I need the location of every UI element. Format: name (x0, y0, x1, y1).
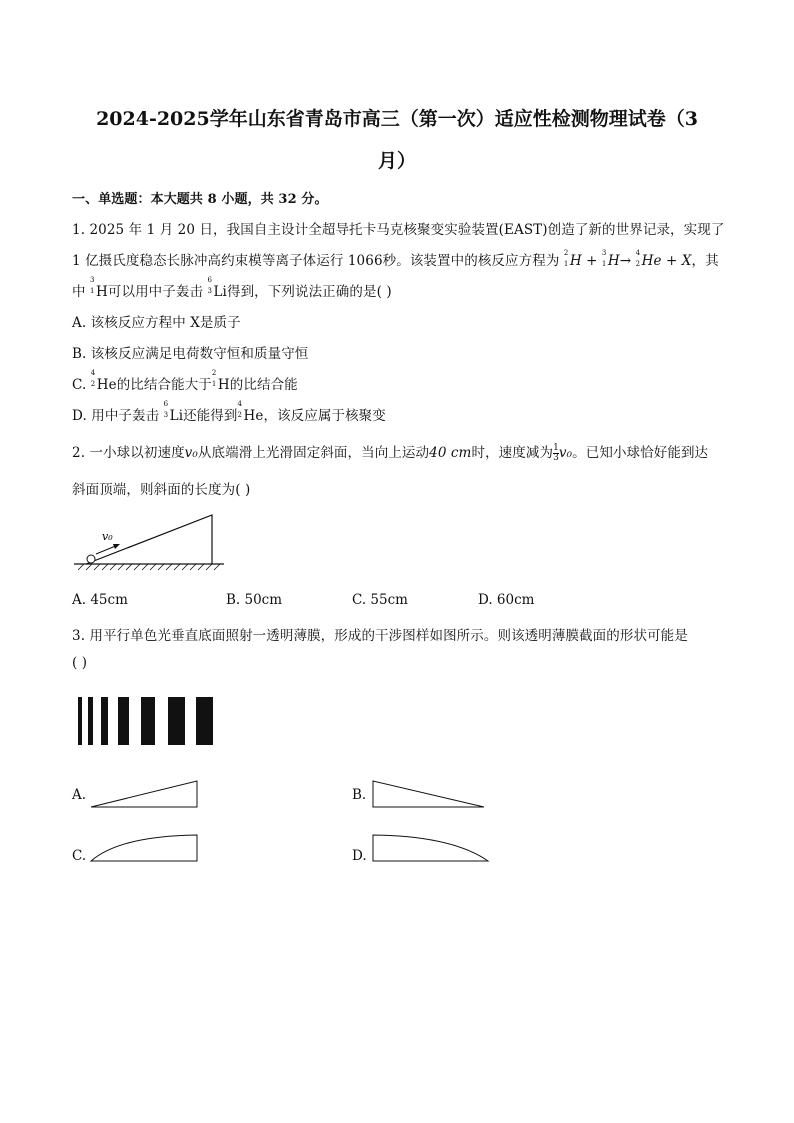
q3-option-c-shape[interactable] (90, 834, 200, 864)
q2-option-b[interactable]: B. 50cm (226, 592, 283, 608)
arrow-head (113, 544, 120, 549)
q3-line2: ( ) (72, 655, 88, 671)
incline-figure (74, 510, 234, 576)
interference-pattern (78, 697, 214, 745)
q1-option-d[interactable]: D. 用中子轰击 6 3 Li还能得到 4 2 He，该反应属于核聚变 (72, 400, 386, 424)
q1-line3: 中 3 1 H可以用中子轰击 6 3 Li得到，下列说法正确的是( ) (72, 276, 392, 300)
q2-option-c[interactable]: C. 55cm (352, 592, 408, 608)
q3-option-d-shape[interactable] (372, 834, 492, 864)
ground-hatching (78, 564, 220, 570)
isotope-h3: 3 1 H→ (601, 249, 632, 269)
q2-line1: 2. 一小球以初速度v₀从底端滑上光滑固定斜面，当向上运动40 cm时，速度减为 $\frac{1}{3}$ v₀。已知小球恰好能到达 (72, 443, 709, 463)
q3-option-b-shape[interactable] (372, 780, 487, 810)
isotope-li6: 6 3 Li得到，下列说法正确的是( ) (207, 276, 392, 300)
v0-label: v₀ (102, 530, 113, 543)
q1-option-b[interactable]: B. 该核反应满足电荷数守恒和质量守恒 (72, 346, 309, 362)
q3-option-d-label[interactable]: D. (352, 848, 367, 864)
isotope-h2: 2 1 H + (563, 249, 598, 269)
q3-option-a-label[interactable]: A. (72, 787, 87, 803)
page-title-line2: 月） (377, 150, 416, 172)
q1-option-a[interactable]: A. 该核反应方程中 X是质子 (72, 315, 241, 331)
q1-line1: 1. 2025 年 1 月 20 日，我国自主设计全超导托卡马克核聚变实验装置(EAST)创造了新的世界记录，实现了 (72, 222, 725, 238)
ball (87, 555, 95, 563)
q3-option-b-label[interactable]: B. (352, 787, 367, 803)
section-heading: 一、单选题：本大题共 8 小题，共 32 分。 (72, 192, 328, 207)
q1-option-c[interactable]: C. 4 2 He的比结合能大于 2 1 H的比结合能 (72, 369, 298, 393)
fraction-one-third: $\frac{1}{3}$ (553, 443, 559, 463)
q1-line2: 1 亿摄氏度稳态长脉冲高约束模等离子体运行 1066秒。该装置中的核反应方程为 2 1 H + 3 1 H→ 4 2 He + X，其 (72, 249, 719, 269)
q3-option-c-label[interactable]: C. (72, 848, 87, 864)
isotope-he4: 4 2 He + X (635, 249, 692, 269)
q2-option-a[interactable]: A. 45cm (72, 592, 128, 608)
q3-line1: 3. 用平行单色光垂直底面照射一透明薄膜，形成的干涉图样如图所示。则该透明薄膜截面的形状可能是 (72, 628, 688, 644)
q2-option-d[interactable]: D. 60cm (478, 592, 535, 608)
q2-line2: 斜面顶端，则斜面的长度为( ) (72, 482, 251, 498)
isotope-h3: 3 1 H可以用中子轰击 (90, 276, 204, 300)
q3-option-a-shape[interactable] (90, 780, 200, 810)
page-title-line1: 2024-2025学年山东省青岛市高三（第一次）适应性检测物理试卷（3 (96, 108, 698, 130)
